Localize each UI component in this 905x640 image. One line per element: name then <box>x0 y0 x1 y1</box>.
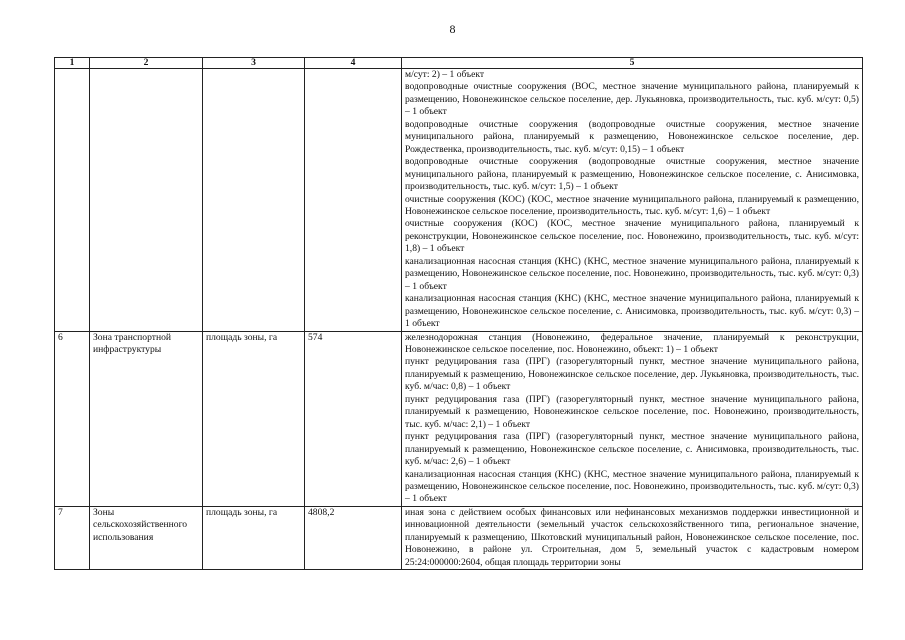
row-number: 7 <box>55 506 90 569</box>
zone-name <box>90 69 203 332</box>
object-item: пункт редуцирования газа (ПРГ) (газорегуляторный пункт, местное значение муниципального района, планируемый к размещению, Новонежинское сельское поселение, дер. Лукьяновка, производительность, тыс. куб. м/час: 0,8) – 1 объект <box>405 356 859 393</box>
object-item: водопроводные очистные сооружения (водопроводные очистные сооружения, местное значение муниципального района, планируемый к размещению, Новонежинское сельское поселение, дер. Рождественка, производительность, тыс. куб. м/сут: 0,15) – 1 объект <box>405 118 859 155</box>
table-row <box>55 506 863 569</box>
parameter-name: площадь зоны, га <box>203 506 305 569</box>
object-item: очистные сооружения (КОС) (КОС, местное значение муниципального района, планируемый к размещению, Новонежинское сельское поселение, производительность, тыс. куб. м/сут: 1,6) – 1 объект <box>405 193 859 217</box>
header-col-2: 2 <box>90 58 203 69</box>
zone-name: Зоны сельскохозяйственного использования <box>90 506 203 569</box>
object-item: железнодорожная станция (Новонежино, федеральное значение, планируемый к реконструкции, Новонежинское сельское поселение, пос. Новонежино, объект: 1) – 1 объект <box>405 331 859 355</box>
row-number: 6 <box>55 331 90 506</box>
parameter-value: 4808,2 <box>305 506 402 569</box>
row-number <box>55 69 90 332</box>
object-item: очистные сооружения (КОС) (КОС, местное значение муниципального района, планируемый к реконструкции, Новонежинское сельское поселение, пос. Новонежино, производительность, тыс. куб. м/сут: 1,8) – 1 объект <box>405 218 859 255</box>
object-item: канализационная насосная станция (КНС) (КНС, местное значение муниципального района, планируемый к размещению, Новонежинское сельское поселение, пос. Новонежино, производительность, тыс. куб. м/сут: 0,3) – 1 объект <box>405 255 859 292</box>
objects-cell <box>402 506 863 569</box>
table-row <box>55 331 863 506</box>
object-item: канализационная насосная станция (КНС) (КНС, местное значение муниципального района, планируемый к размещению, Новонежинское сельское поселение, пос. Новонежино, производительность, тыс. куб. м/сут: 0,3) – 1 объект <box>405 468 859 505</box>
objects-cell <box>402 331 863 506</box>
zone-name: Зона транспортной инфраструктуры <box>90 331 203 506</box>
object-item: водопроводные очистные сооружения (ВОС, местное значение муниципального района, планируемый к размещению, Новонежинское сельское поселение, дер. Лукьяновка, производительность, тыс. куб. м/сут: 0,5) – 1 объект <box>405 81 859 118</box>
parameter-name <box>203 69 305 332</box>
header-col-3: 3 <box>203 58 305 69</box>
header-row <box>55 58 863 69</box>
object-item: водопроводные очистные сооружения (водопроводные очистные сооружения, местное значение муниципального района, планируемый к размещению, Новонежинское сельское поселение, с. Анисимовка, производительность, тыс. куб. м/сут: 1,5) – 1 объект <box>405 156 859 193</box>
header-col-4: 4 <box>305 58 402 69</box>
object-item: пункт редуцирования газа (ПРГ) (газорегуляторный пункт, местное значение муниципального района, планируемый к размещению, Новонежинское сельское поселение, пос. Новонежино, производительность, тыс. куб. м/час: 2,1) – 1 объект <box>405 393 859 430</box>
zones-table <box>54 57 863 570</box>
parameter-value: 574 <box>305 331 402 506</box>
object-item: иная зона с действием особых финансовых или нефинансовых механизмов поддержки инвестиционной и инновационной деятельности (земельный участок сельскохозяйственного типа, региональное значение, планируемый к размещению, Шкотовский муниципальный район, Новонежинское сельское поселение, пос. Новонежино, в районе ул. Строительная, дом 5, земельный участок с кадастровым номером 25:24:000000:2604, общая площадь территории зоны <box>405 506 859 568</box>
object-item: м/сут: 2) – 1 объект <box>405 69 485 80</box>
header-col-5: 5 <box>402 58 863 69</box>
object-item: канализационная насосная станция (КНС) (КНС, местное значение муниципального района, планируемый к размещению, Новонежинское сельское поселение, с. Анисимовка, производительность, тыс. куб. м/сут: 0,3) – 1 объект <box>405 293 859 330</box>
parameter-name: площадь зоны, га <box>203 331 305 506</box>
object-item: пункт редуцирования газа (ПРГ) (газорегуляторный пункт, местное значение муниципального района, планируемый к размещению, Новонежинское сельское поселение, с. Анисимовка, производительность, тыс. куб. м/час: 2,6) – 1 объект <box>405 431 859 468</box>
header-col-1: 1 <box>55 58 90 69</box>
page-number: 8 <box>449 22 456 36</box>
table-row <box>55 69 863 332</box>
parameter-value <box>305 69 402 332</box>
objects-cell <box>402 69 863 332</box>
